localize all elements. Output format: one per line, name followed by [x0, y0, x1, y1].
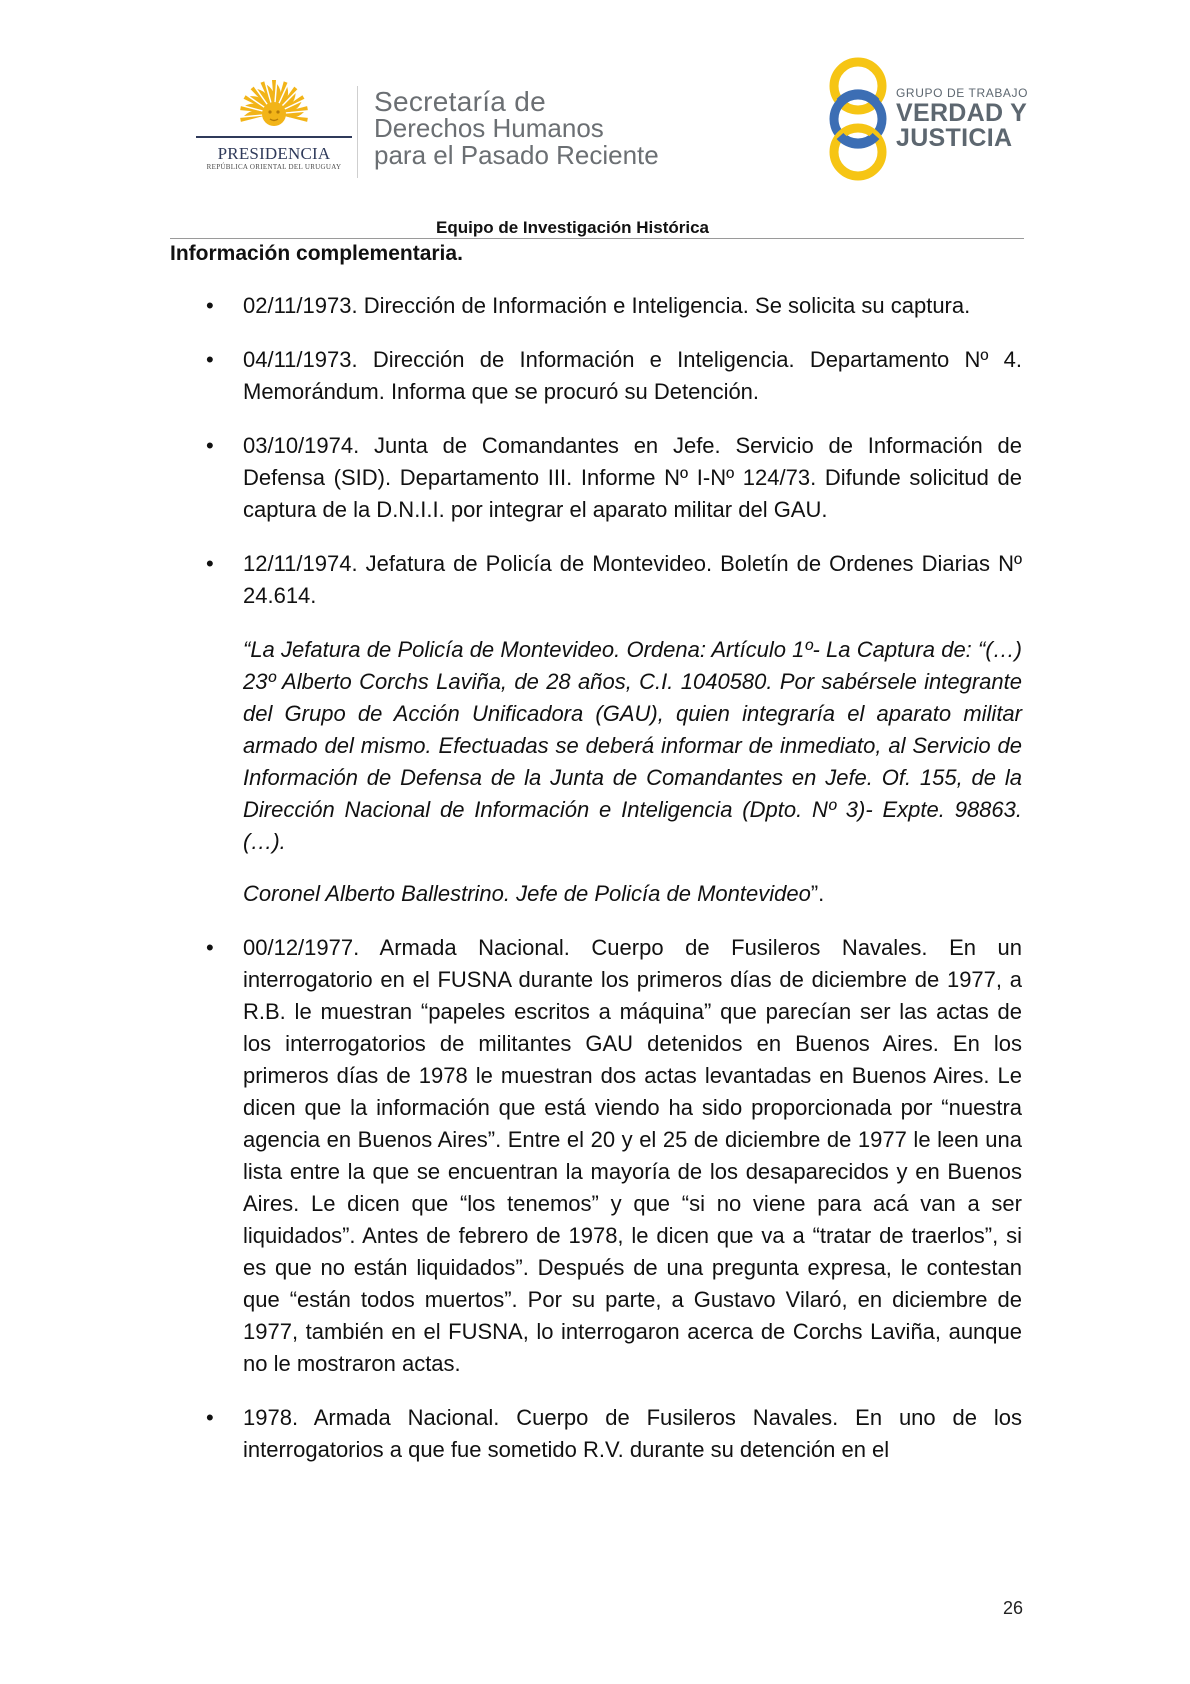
bullet: •: [206, 1405, 214, 1430]
quote-signature: [243, 878, 1022, 910]
grupo-trabajo-logo: [820, 56, 1030, 182]
presidencia-logo: [196, 76, 352, 172]
grupo-line1: GRUPO DE TRABAJO: [896, 86, 1029, 100]
section-title: Información complementaria.: [170, 242, 463, 265]
list-item: [206, 1402, 1022, 1466]
entry-text: 12/11/1974. Jefatura de Policía de Montevideo. Boletín de Ordenes Diarias Nº 24.614.: [243, 551, 1022, 608]
entry-text: 03/10/1974. Junta de Comandantes en Jefe. Servicio de Información de Defensa (SID). Departamento III. Informe Nº I-Nº 124/73. Difunde solicitud de captura de la D.N.I.I. por integrar el aparato militar del GAU.: [243, 433, 1022, 522]
bullet: •: [206, 935, 214, 960]
list-item: [206, 344, 1022, 408]
signature-text: Coronel Alberto Ballestrino. Jefe de Policía de Montevideo: [243, 881, 811, 906]
secretaria-line1: Secretaría de: [374, 86, 546, 117]
list-item: [206, 932, 1022, 1380]
bullet: •: [206, 433, 214, 458]
team-heading: Equipo de Investigación Histórica: [436, 218, 709, 237]
header-divider: [357, 86, 358, 178]
entry-text: 02/11/1973. Dirección de Información e Inteligencia. Se solicita su captura.: [243, 293, 971, 318]
secretaria-line2: Derechos Humanos: [374, 113, 604, 143]
list-item: [206, 290, 1022, 322]
grupo-trabajo-text: [896, 86, 1028, 151]
sun-emblem-icon: [196, 76, 352, 146]
header-rule: [170, 238, 1024, 239]
grupo-line3: JUSTICIA: [896, 124, 1013, 152]
entry-text: 04/11/1973. Dirección de Información e Inteligencia. Departamento Nº 4. Memorándum. Informa que se procuró su Detención.: [243, 347, 1022, 404]
linked-rings-icon: [820, 56, 896, 182]
bullet: •: [206, 293, 214, 318]
secretaria-logo-text: [374, 88, 659, 169]
secretaria-line3: para el Pasado Reciente: [374, 140, 659, 170]
entries-list: [206, 290, 1022, 1488]
grupo-line2: VERDAD Y: [896, 99, 1028, 127]
presidencia-subtitle: REPÚBLICA ORIENTAL DEL URUGUAY: [206, 163, 342, 171]
bullet: •: [206, 347, 214, 372]
list-item: [206, 430, 1022, 526]
document-header: [0, 0, 1190, 240]
quote-close: ”.: [810, 881, 825, 906]
page-number: 26: [1003, 1598, 1024, 1618]
quoted-order: “La Jefatura de Policía de Montevideo. Ordena: Artículo 1º- La Captura de: “(…) 23º Alberto Corchs Laviña, de 28 años, C.I. 1040580. Por sabérsele integrante del Grupo de Acción Unificadora (GAU), quien integraría el aparato militar armado del mismo. Efectuadas se deberá informar de inmediato, al Servicio de Información de Defensa de la Junta de Comandantes en Jefe. Of. 155, de la Dirección Nacional de Información e Inteligencia (Dpto. Nº 3)- Expte. 98863. (…).: [243, 637, 1022, 854]
presidencia-name: PRESIDENCIA: [217, 144, 331, 163]
bullet: •: [206, 551, 214, 576]
list-item: [206, 548, 1022, 612]
entry-text: 1978. Armada Nacional. Cuerpo de Fusileros Navales. En uno de los interrogatorios a que fue sometido R.V. durante su detención en el: [243, 1405, 1022, 1462]
entry-text: 00/12/1977. Armada Nacional. Cuerpo de Fusileros Navales. En un interrogatorio en el FUSNA durante los primeros días de diciembre de 1977, a R.B. le muestran “papeles escritos a máquina” que parecían ser las actas de los interrogatorios de militantes GAU detenidos en Buenos Aires. En los primeros días de 1978 le muestran dos actas levantadas en Buenos Aires. Le dicen que la información que está viendo ha sido proporcionada por “nuestra agencia en Buenos Aires”. Entre el 20 y el 25 de diciembre de 1977 le leen una lista entre la que se encuentran la mayoría de los desaparecidos y en Buenos Aires. Le dicen que “los tenemos” y que “si no viene para acá van a ser liquidados”. Antes de febrero de 1978, le dicen que va a “tratar de traerlos”, si es que no están liquidados”. Después de una pregunta expresa, le contestan que “están todos muertos”. Por su parte, a Gustavo Vilaró, en diciembre de 1977, también en el FUSNA, lo interrogaron acerca de Corchs Laviña, aunque no le mostraron actas.: [243, 935, 1022, 1376]
